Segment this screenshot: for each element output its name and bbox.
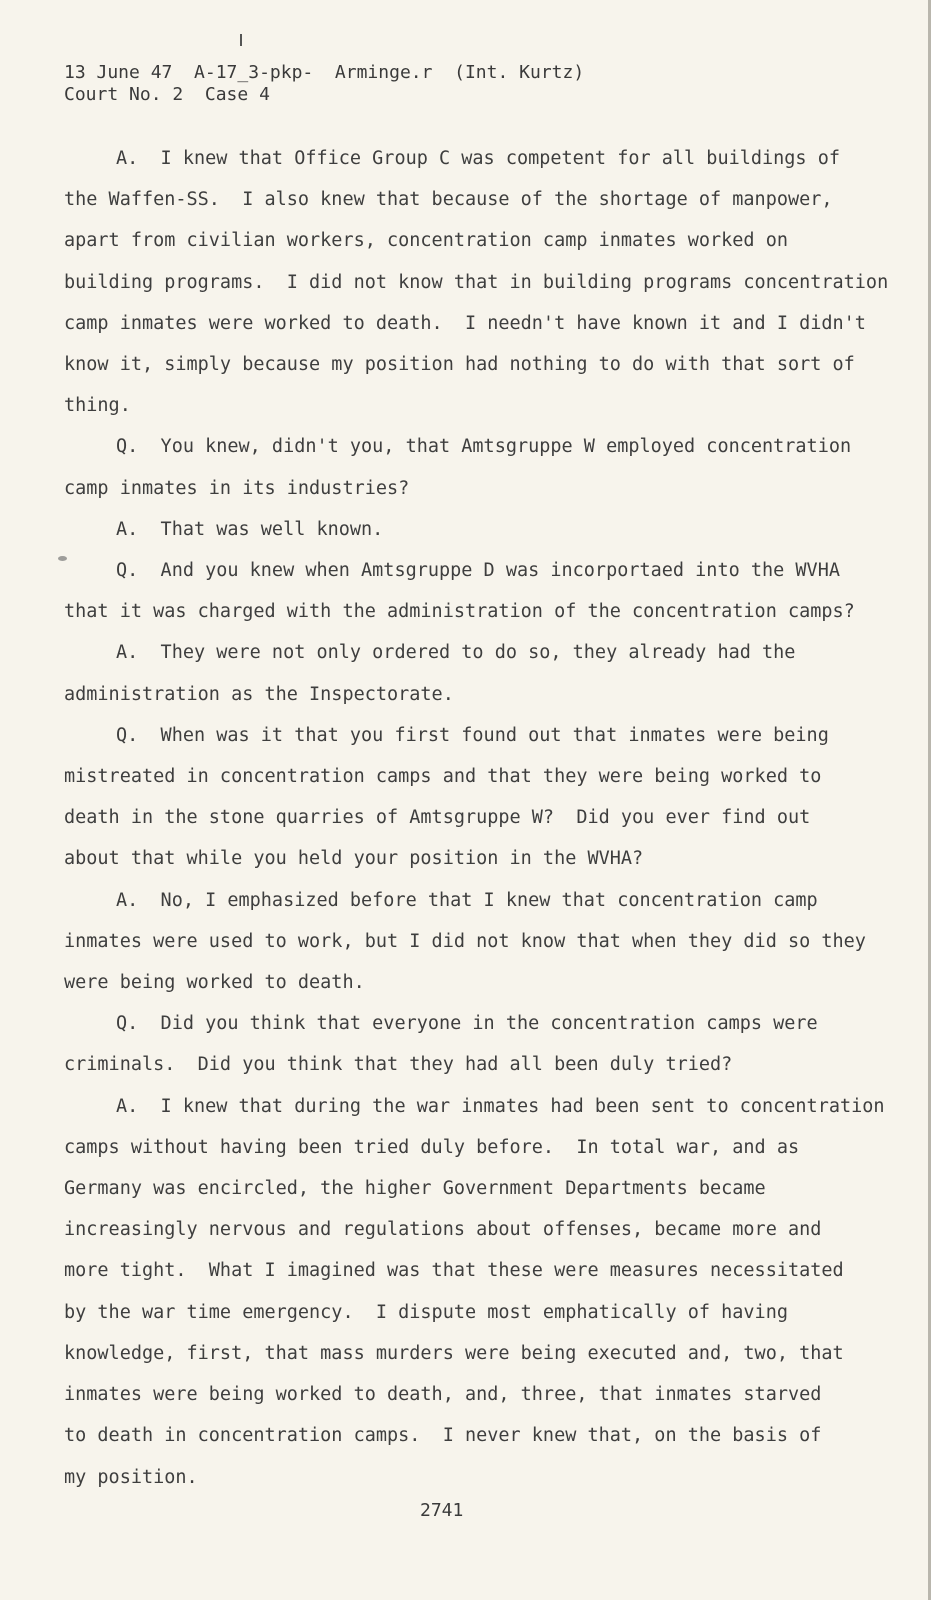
transcript-line: Q. When was it that you first found out that inmates were being	[116, 724, 829, 746]
transcript-line: inmates were used to work, but I did not know that when they did so they	[64, 930, 866, 952]
transcript-line: about that while you held your position in the WVHA?	[64, 848, 644, 870]
transcript-paragraph	[64, 509, 844, 550]
transcript-line: thing.	[64, 395, 131, 417]
transcript-line: camp inmates were worked to death. I needn't have known it and I didn't	[64, 312, 866, 334]
transcript-line: A. They were not only ordered to do so, they already had the	[116, 642, 796, 664]
transcript-line: A. I knew that during the war inmates had been sent to concentration	[116, 1095, 885, 1117]
transcript-line: death in the stone quarries of Amtsgruppe W? Did you ever find out	[64, 807, 811, 829]
transcript-line: know it, simply because my position had nothing to do with that sort of	[64, 354, 855, 376]
transcript-line: camp inmates in its industries?	[64, 477, 410, 499]
transcript-line: to death in concentration camps. I never knew that, on the basis of	[64, 1425, 822, 1447]
transcript-paragraph	[64, 426, 852, 508]
transcript-line: A. No, I emphasized before that I knew that concentration camp	[116, 889, 818, 911]
header-line-1: 13 June 47 A-17̲3-pkp- Arminge.r (Int. Kurtz)	[64, 62, 585, 83]
transcript-paragraph	[64, 138, 889, 426]
transcript-line: criminals. Did you think that they had all been duly tried?	[64, 1054, 733, 1076]
transcript-line: increasingly nervous and regulations about offenses, became more and	[64, 1219, 822, 1241]
page-number: 2741	[420, 1500, 464, 1521]
transcript-line: the Waffen-SS. I also knew that because of the shortage of manpower,	[64, 189, 833, 211]
transcript-paragraph	[64, 1003, 844, 1085]
transcript-line: knowledge, first, that mass murders were being executed and, two, that	[64, 1342, 844, 1364]
transcript-line: A. I knew that Office Group C was competent for all buildings of	[116, 148, 840, 169]
document-header	[64, 62, 584, 106]
transcript-paragraph	[64, 880, 866, 1004]
transcript-line: apart from civilian workers, concentration camp inmates worked on	[64, 230, 788, 252]
transcript-line: A. That was well known.	[116, 518, 384, 540]
transcript-paragraph	[64, 550, 855, 632]
transcript-line: camps without having been tried duly before. In total war, and as	[64, 1136, 800, 1158]
transcript-line: my position.	[64, 1466, 198, 1488]
transcript-paragraph	[64, 715, 844, 880]
transcript-paragraph	[64, 632, 844, 714]
transcript-line: Q. You knew, didn't you, that Amtsgruppe W employed concentration	[116, 436, 852, 458]
transcript-body	[64, 138, 889, 1498]
transcript-line: Germany was encircled, the higher Government Departments became	[64, 1178, 766, 1200]
transcript-line: administration as the Inspectorate.	[64, 683, 454, 705]
transcript-line: by the war time emergency. I dispute most emphatically of having	[64, 1301, 788, 1323]
transcript-line: building programs. I did not know that in building programs concentration	[64, 271, 889, 293]
transcript-line: inmates were being worked to death, and, three, that inmates starved	[64, 1384, 822, 1406]
transcript-line: Q. And you knew when Amtsgruppe D was incorportaed into the WVHA	[116, 560, 840, 582]
transcript-line: Q. Did you think that everyone in the concentration camps were	[116, 1013, 818, 1035]
transcript-line: were being worked to death.	[64, 972, 365, 994]
ink-mark	[240, 34, 242, 46]
transcript-line: more tight. What I imagined was that these were measures necessitated	[64, 1260, 844, 1282]
header-line-2: Court No. 2 Case 4	[64, 84, 270, 105]
transcript-line: mistreated in concentration camps and that they were being worked to	[64, 766, 822, 788]
transcript-line: that it was charged with the administration of the concentration camps?	[64, 601, 855, 623]
transcript-paragraph	[64, 1086, 885, 1498]
